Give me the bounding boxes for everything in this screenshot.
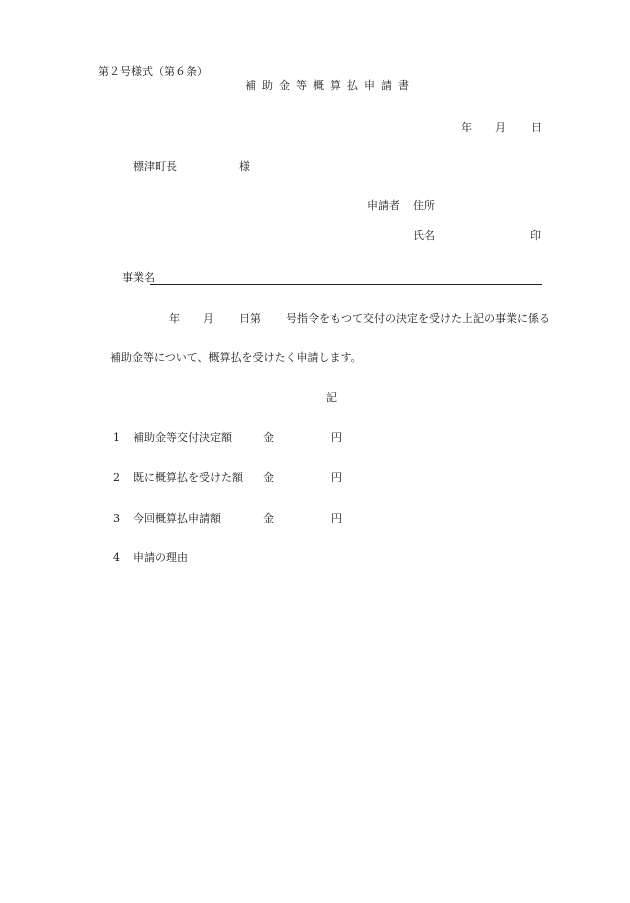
item-3-label: 今回概算払申請額 xyxy=(133,512,221,525)
date-day: 日 xyxy=(531,121,542,134)
seal-mark: 印 xyxy=(530,229,541,242)
item-1-number: 1 xyxy=(113,431,120,444)
item-1-label: 補助金等交付決定額 xyxy=(133,431,232,444)
date-month: 月 xyxy=(495,121,506,134)
item-1-kin: 金 xyxy=(263,431,274,444)
project-name-underline xyxy=(150,284,542,285)
body-month: 月 xyxy=(203,312,214,325)
item-4-label: 申請の理由 xyxy=(133,551,188,564)
body-line2: 補助金等について、概算払を受けたく申請します。 xyxy=(110,351,362,364)
item-3-yen: 円 xyxy=(331,512,342,525)
project-name-label: 事業名 xyxy=(122,271,155,284)
date-year: 年 xyxy=(461,121,472,134)
body-day-number: 日第 xyxy=(239,312,261,325)
body-line1-text: 号指令をもつて交付の決定を受けた上記の事業に係る xyxy=(286,312,550,325)
document-title: 補助金等概算払申請書 xyxy=(245,79,415,92)
item-2-label: 既に概算払を受けた額 xyxy=(133,471,243,484)
applicant-label: 申請者 xyxy=(367,199,400,212)
applicant-address-label: 住所 xyxy=(413,199,435,212)
item-2-yen: 円 xyxy=(331,471,342,484)
ki-heading: 記 xyxy=(326,391,337,404)
applicant-name-label: 氏名 xyxy=(413,229,435,242)
form-label: 第２号様式（第６条） xyxy=(98,65,208,78)
item-2-kin: 金 xyxy=(263,471,274,484)
addressee-honorific: 様 xyxy=(239,160,250,173)
addressee-name: 標津町長 xyxy=(133,160,177,173)
item-4-number: 4 xyxy=(113,551,120,564)
item-1-yen: 円 xyxy=(331,431,342,444)
item-2-number: 2 xyxy=(113,471,120,484)
item-3-number: 3 xyxy=(113,512,120,525)
body-year: 年 xyxy=(169,312,180,325)
item-3-kin: 金 xyxy=(263,512,274,525)
